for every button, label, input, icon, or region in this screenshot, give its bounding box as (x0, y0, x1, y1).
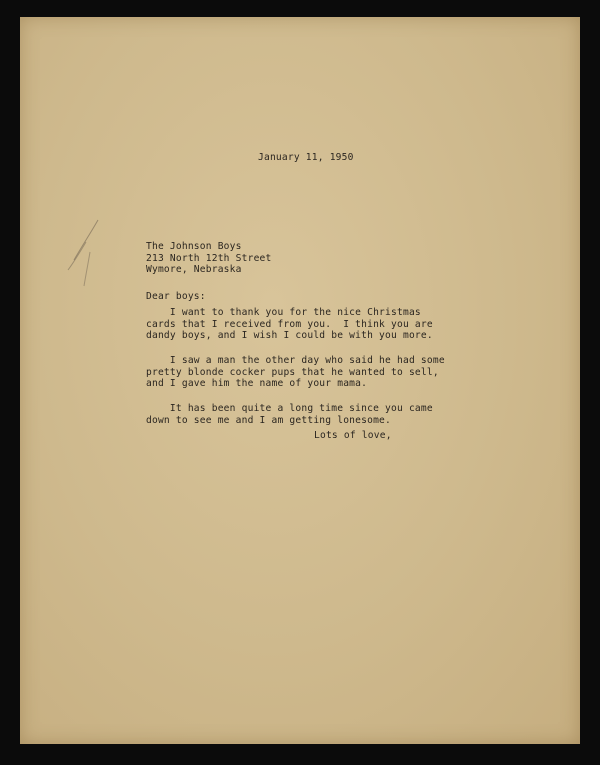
closing: Lots of love, (314, 430, 392, 441)
recipient-street: 213 North 12th Street (146, 252, 272, 264)
letter-page (20, 17, 580, 744)
body-paragraph: I want to thank you for the nice Christmas cards that I received from you. I think you are dandy boys, and I wish I could be with you more. (146, 307, 433, 341)
pencil-mark (60, 212, 110, 302)
salutation: Dear boys: (146, 291, 206, 302)
body-paragraph: It has been quite a long time since you came down to see me and I am getting lonesome. (146, 403, 433, 426)
recipient-city: Wymore, Nebraska (146, 264, 242, 275)
recipient-name: The Johnson Boys (146, 241, 242, 252)
recipient-address (146, 241, 272, 276)
letter-date: January 11, 1950 (258, 152, 354, 163)
body-paragraph: I saw a man the other day who said he had some pretty blonde cocker pups that he wanted to sell, and I gave him the name of your mama. (146, 355, 445, 389)
